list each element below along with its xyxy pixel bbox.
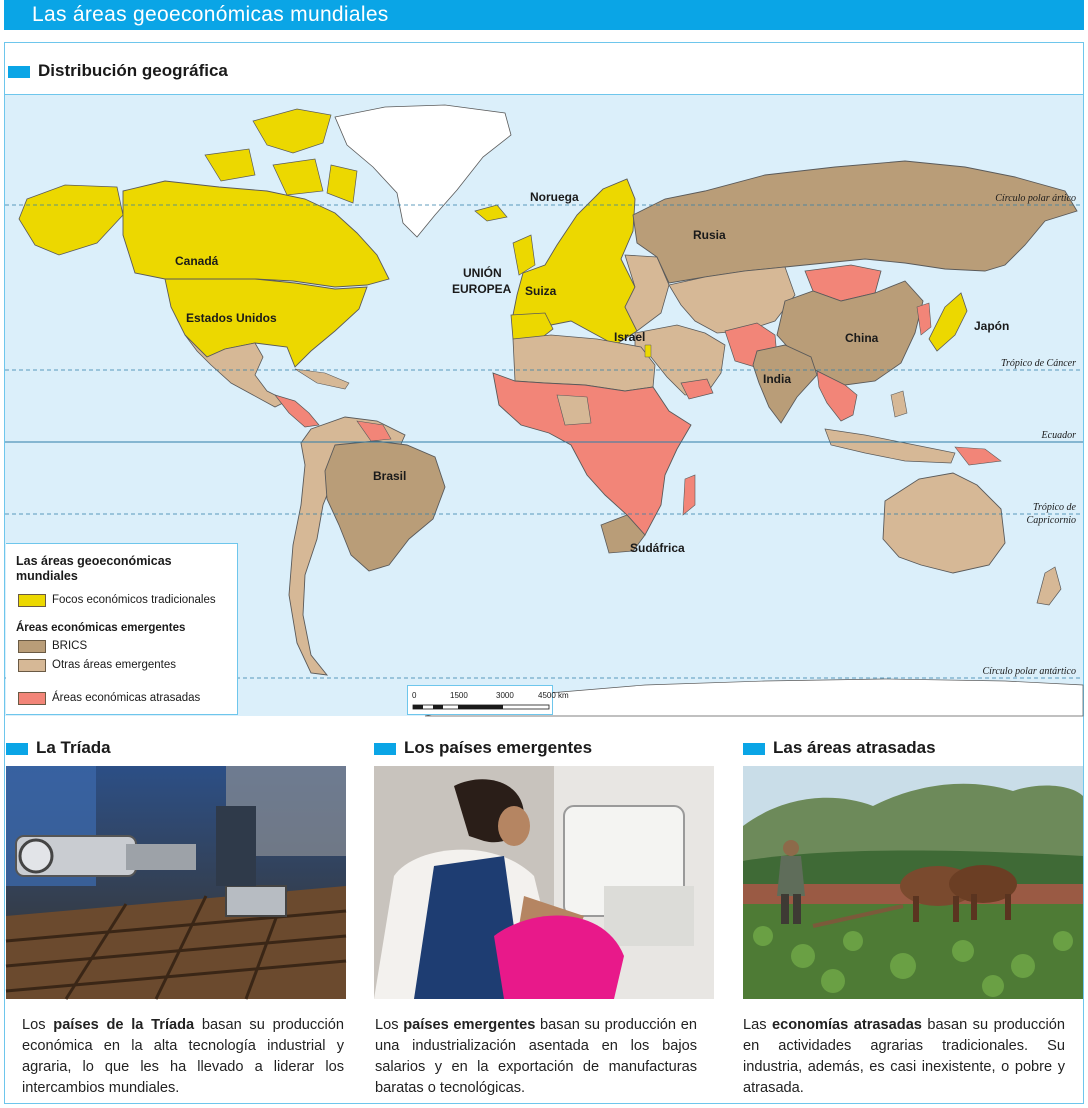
label-japan: Japón [974, 319, 1010, 333]
paragraph-backward-post: basan su producción en actividades agrarias tradicionales. Su industria, además, es casi inexistente, o pobre y atrasada. [743, 1017, 1065, 1096]
label-india: India [763, 372, 792, 386]
legend-swatch-traditional [18, 594, 46, 607]
label-norway: Noruega [530, 190, 579, 204]
legend-swatch-brics [18, 640, 46, 653]
label-eu-1: UNIÓN [463, 266, 502, 280]
legend-label-traditional: Focos económicos tradicionales [52, 594, 216, 606]
legend-title: Las áreas geoeconómicas mundiales [16, 554, 172, 583]
section-title-distribution: Distribución geográfica [38, 61, 228, 80]
legend-swatch-other-emerging [18, 659, 46, 672]
label-china: China [845, 331, 879, 345]
paragraph-emerging-post: basan su producción en una industrialización asentada en los bajos salarios y en la exportación de manufacturas baratas o tecnológicas. [375, 1017, 697, 1096]
scale-bar-segment [413, 705, 423, 709]
map-legend [6, 543, 238, 715]
paragraph-triad-pre: Los [22, 1017, 54, 1033]
paragraph-backward [743, 1015, 1065, 1099]
section-marker [374, 743, 396, 755]
label-tropic-cancer: Trópico de Cáncer [1001, 358, 1076, 369]
paragraph-triad [22, 1015, 344, 1099]
paragraph-backward-pre: Las [743, 1017, 773, 1033]
paragraph-triad-bold: países de la Tríada [53, 1017, 195, 1033]
label-canada: Canadá [175, 254, 219, 268]
section-title-triad: La Tríada [36, 738, 111, 757]
label-brazil: Brasil [373, 469, 407, 483]
label-israel: Israel [614, 330, 646, 344]
label-tropic-capricorn-1: Trópico de [1032, 502, 1076, 513]
legend-label-brics: BRICS [52, 640, 88, 652]
legend-swatch-backward [18, 692, 46, 705]
map-scale-bar [407, 685, 569, 715]
paragraph-emerging [375, 1015, 697, 1099]
section-marker [6, 743, 28, 755]
section-marker [743, 743, 765, 755]
region-israel [645, 345, 651, 357]
label-russia: Rusia [693, 228, 726, 242]
label-tropic-capricorn-2: Capricornio [1026, 515, 1076, 526]
photo-triad-machinery [6, 766, 346, 999]
paragraph-emerging-pre: Los [375, 1017, 404, 1033]
photo-emerging-textile-worker [374, 766, 714, 999]
label-arctic-circle: Círculo polar ártico [995, 193, 1076, 204]
label-switzerland: Suiza [525, 284, 557, 298]
photo-backward-farmer-oxen [743, 766, 1083, 999]
section-marker [8, 66, 30, 78]
label-usa: Estados Unidos [186, 311, 277, 325]
title-bar [4, 0, 1084, 30]
label-eu-2: EUROPEA [452, 282, 512, 296]
paragraph-backward-bold: economías atrasadas [772, 1017, 922, 1033]
legend-label-other-emerging: Otras áreas emergentes [52, 659, 177, 671]
section-title-emerging: Los países emergentes [404, 738, 593, 757]
scale-bar-segment [433, 705, 443, 709]
scale-tick-1: 1500 [450, 691, 468, 700]
scale-tick-3: 4500 km [538, 691, 569, 700]
paragraph-emerging-bold: países emergentes [403, 1017, 536, 1033]
section-title-backward: Las áreas atrasadas [773, 738, 936, 757]
legend-heading-emerging: Áreas económicas emergentes [16, 622, 186, 634]
label-antarctic-circle: Círculo polar antártico [982, 666, 1076, 677]
legend-label-backward: Áreas económicas atrasadas [52, 692, 201, 704]
paragraph-triad-post: basan su producción económica en la alta tecnología industrial y agraria, lo que les ha llevado a liderar los intercambios mundiales. [22, 1017, 344, 1096]
scale-tick-2: 3000 [496, 691, 514, 700]
page-title: Las áreas geoeconómicas mundiales [32, 3, 389, 26]
scale-bar-segment [458, 705, 503, 709]
label-equator: Ecuador [1041, 430, 1076, 441]
scale-tick-0: 0 [412, 691, 417, 700]
label-south-africa: Sudáfrica [630, 541, 685, 555]
